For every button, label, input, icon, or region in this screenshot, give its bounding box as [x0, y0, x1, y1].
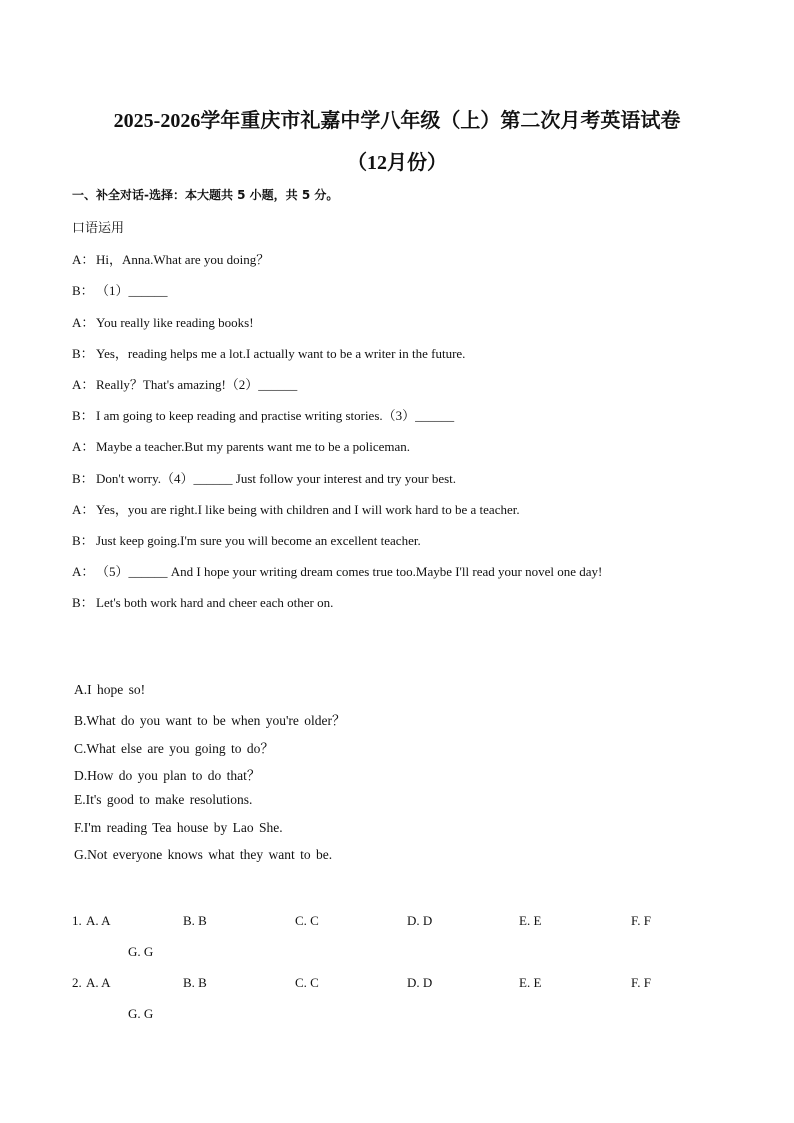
- dialogue-line: [72, 530, 421, 549]
- dialogue-line: [72, 592, 333, 611]
- subheading: 口语运用: [72, 221, 125, 236]
- speaker-label: A：: [72, 377, 95, 392]
- dialogue-text: You really like reading books!: [96, 315, 254, 330]
- choice-b[interactable]: B. B: [183, 913, 207, 928]
- dialogue-line: [72, 280, 168, 299]
- speaker-label: A：: [72, 502, 95, 517]
- speaker-label: A：: [72, 252, 95, 267]
- dialogue-text: Yes，you are right.I like being with children and I will work hard to be a teacher.: [96, 502, 520, 517]
- choice-d[interactable]: D. D: [407, 913, 433, 928]
- dialogue-line: [72, 343, 465, 362]
- speaker-label: A：: [72, 439, 95, 454]
- dialogue-line: [72, 374, 297, 393]
- choice-f[interactable]: F. F: [631, 913, 651, 928]
- dialogue-line: [72, 561, 602, 580]
- answer-option: C.What else are you going to do？: [74, 741, 274, 756]
- choice-b[interactable]: B. B: [183, 975, 207, 990]
- dialogue-text: Just keep going.I'm sure you will become an excellent teacher.: [96, 533, 421, 548]
- dialogue-text: Yes，reading helps me a lot.I actually want to be a writer in the future.: [96, 346, 466, 361]
- dialogue-line: [72, 468, 456, 487]
- answer-option: F.I'm reading Tea house by Lao She.: [74, 820, 283, 835]
- dialogue-text: Let's both work hard and cheer each other on.: [96, 595, 334, 610]
- exam-title: 2025-2026学年重庆市礼嘉中学八年级（上）第二次月考英语试卷: [113, 110, 681, 132]
- speaker-label: A：: [72, 315, 95, 330]
- dialogue-text: I am going to keep reading and practise writing stories.（3）______: [96, 408, 455, 423]
- answer-option: B.What do you want to be when you're older？: [74, 713, 346, 728]
- section-heading: 一、补全对话-选择：本大题共 5 小题，共 5 分。: [72, 188, 339, 202]
- dialogue-line: [72, 499, 520, 518]
- choice-c[interactable]: C. C: [295, 975, 319, 990]
- choice-c[interactable]: C. C: [295, 913, 319, 928]
- dialogue-text: （1）______: [96, 283, 168, 298]
- answer-option: D.How do you plan to do that？: [74, 768, 261, 783]
- dialogue-text: Maybe a teacher.But my parents want me to be a policeman.: [96, 439, 411, 454]
- dialogue-text: （5）______ And I hope your writing dream comes true too.Maybe I'll read your novel one day!: [96, 564, 603, 579]
- answer-option: E.It's good to make resolutions.: [74, 792, 253, 807]
- dialogue-line: [72, 312, 254, 331]
- dialogue-line: [72, 436, 410, 455]
- speaker-label: B：: [72, 283, 94, 298]
- dialogue-text: Really？That's amazing!（2）______: [96, 377, 298, 392]
- exam-subtitle: （12月份）: [347, 152, 447, 174]
- speaker-label: B：: [72, 595, 94, 610]
- choice-g[interactable]: G. G: [128, 1006, 154, 1021]
- answer-option: G.Not everyone knows what they want to be.: [74, 847, 333, 862]
- speaker-label: B：: [72, 533, 94, 548]
- choice-a[interactable]: A. A: [86, 913, 111, 928]
- choice-a[interactable]: A. A: [86, 975, 111, 990]
- dialogue-line: [72, 405, 454, 424]
- answer-option: A.I hope so!: [74, 682, 146, 697]
- choice-g[interactable]: G. G: [128, 944, 154, 959]
- choice-f[interactable]: F. F: [631, 975, 651, 990]
- speaker-label: B：: [72, 408, 94, 423]
- speaker-label: B：: [72, 471, 94, 486]
- dialogue-line: [72, 249, 269, 268]
- choice-e[interactable]: E. E: [519, 975, 542, 990]
- speaker-label: B：: [72, 346, 94, 361]
- dialogue-text: Hi，Anna.What are you doing？: [96, 252, 270, 267]
- choice-d[interactable]: D. D: [407, 975, 433, 990]
- speaker-label: A：: [72, 564, 95, 579]
- question-number: 1.: [72, 913, 82, 928]
- dialogue-text: Don't worry.（4）______ Just follow your interest and try your best.: [96, 471, 457, 486]
- choice-e[interactable]: E. E: [519, 913, 542, 928]
- question-number: 2.: [72, 975, 82, 990]
